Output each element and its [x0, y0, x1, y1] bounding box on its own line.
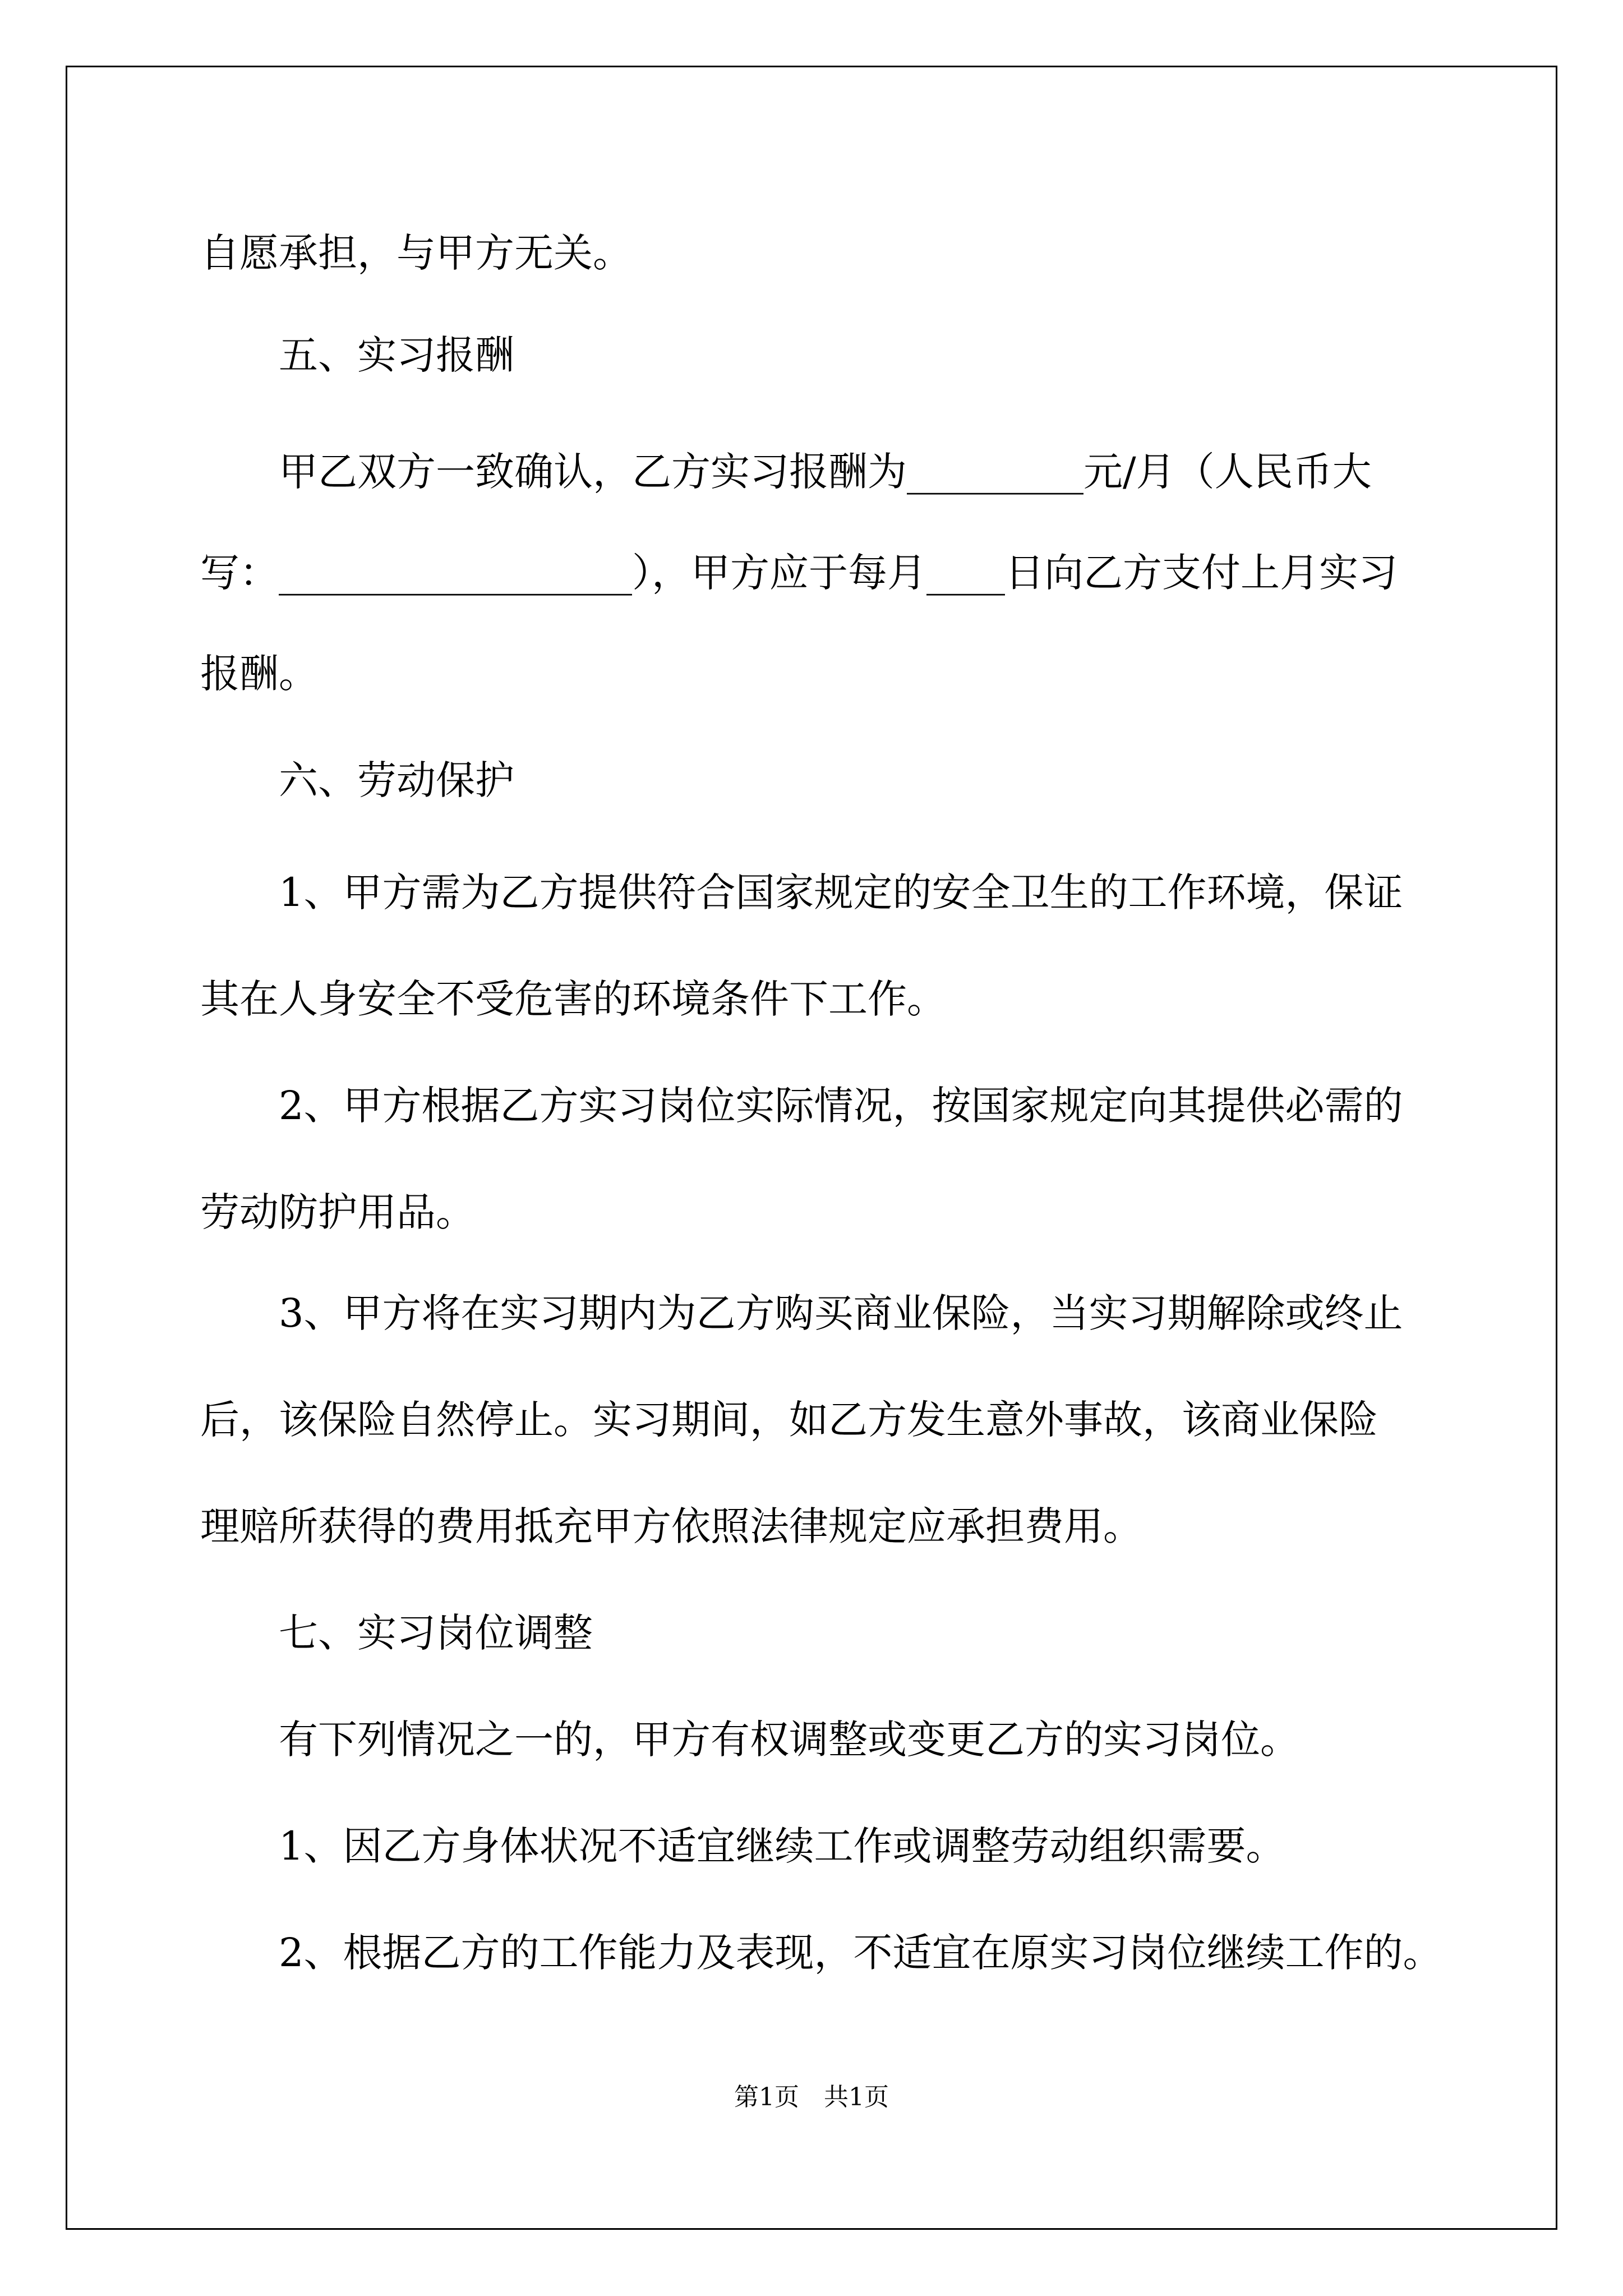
paragraph-line-17: 2、根据乙方的工作能力及表现，不适宜在原实习岗位继续工作的。 [279, 1930, 1442, 1976]
section-heading-5: 五、实习报酬 [279, 332, 514, 378]
section-heading-7: 七、实习岗位调整 [279, 1610, 593, 1656]
paragraph-line-5: 报酬。 [200, 651, 318, 697]
paragraph-line-8: 其在人身安全不受危害的环境条件下工作。 [200, 976, 946, 1022]
paragraph-line-12: 后，该保险自然停止。实习期间，如乙方发生意外事故，该商业保险 [200, 1397, 1378, 1443]
paragraph-line-11: 3、甲方将在实习期内为乙方购买商业保险，当实习期解除或终止 [279, 1290, 1403, 1336]
paragraph-line-15: 有下列情况之一的，甲方有权调整或变更乙方的实习岗位。 [279, 1717, 1299, 1763]
paragraph-line-3: 甲乙双方一致确认，乙方实习报酬为_________元/月（人民币大 [279, 449, 1372, 495]
page-number-footer: 第1页 共1页 [734, 2083, 889, 2111]
page-border [66, 66, 1557, 2230]
paragraph-line-16: 1、因乙方身体状况不适宜继续工作或调整劳动组织需要。 [279, 1823, 1285, 1869]
paragraph-line-7: 1、甲方需为乙方提供符合国家规定的安全卫生的工作环境，保证 [279, 869, 1403, 915]
paragraph-line-4: 写：__________________），甲方应于每月____日向乙方支付上月实习 [200, 550, 1398, 596]
section-heading-6: 六、劳动保护 [279, 757, 514, 803]
paragraph-line-10: 劳动防护用品。 [200, 1189, 475, 1235]
paragraph-line-13: 理赔所获得的费用抵充甲方依照法律规定应承担费用。 [200, 1503, 1142, 1549]
paragraph-line-9: 2、甲方根据乙方实习岗位实际情况，按国家规定向其提供必需的 [279, 1083, 1403, 1129]
paragraph-line-1: 自愿承担，与甲方无关。 [200, 230, 632, 276]
